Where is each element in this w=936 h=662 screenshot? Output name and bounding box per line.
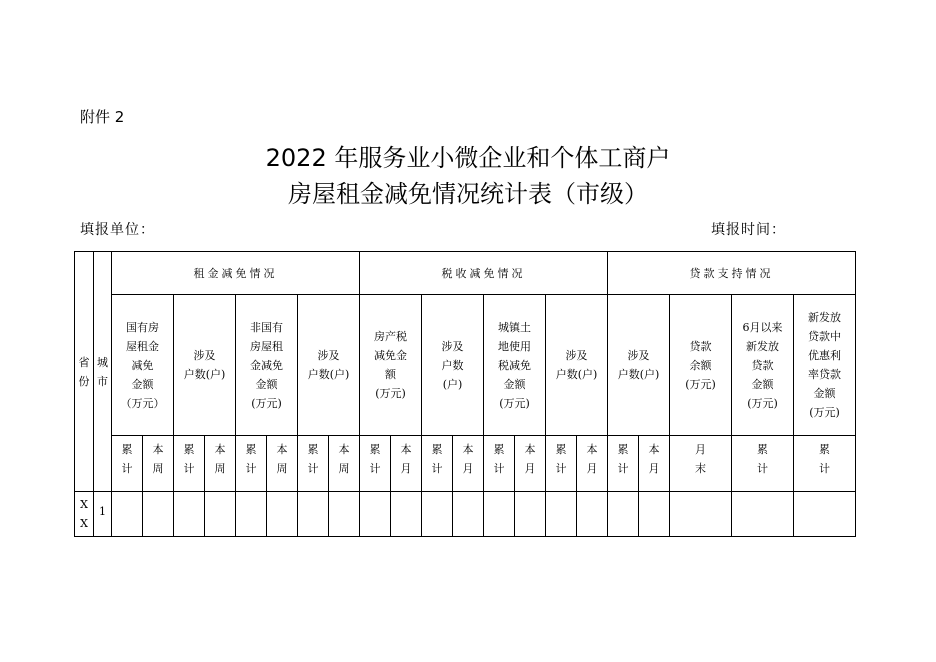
data-cell[interactable]	[453, 492, 484, 537]
leaf-header: 本 月	[391, 436, 422, 492]
data-cell[interactable]	[794, 492, 856, 537]
leaf-header: 本 周	[205, 436, 236, 492]
land-use-tax-households-header: 涉及 户数(户)	[546, 295, 608, 436]
fill-unit-label: 填报单位：	[80, 222, 155, 238]
page-title-line2: 房屋租金减免情况统计表（市级）	[288, 180, 648, 208]
rent-reduction-group-header: 租金减免情况	[112, 252, 360, 295]
data-cell[interactable]	[267, 492, 298, 537]
loan-households-header: 涉及 户数(户)	[608, 295, 670, 436]
data-cell[interactable]	[236, 492, 267, 537]
leaf-header: 累 计	[236, 436, 267, 492]
leaf-header: 本 月	[577, 436, 608, 492]
leaf-header: 本 周	[143, 436, 174, 492]
table-row	[75, 492, 856, 537]
leaf-header: 累 计	[546, 436, 577, 492]
data-cell[interactable]	[112, 492, 143, 537]
leaf-header: 本 周	[329, 436, 360, 492]
leaf-header: 本 月	[639, 436, 670, 492]
data-cell[interactable]	[515, 492, 546, 537]
data-cell[interactable]	[732, 492, 794, 537]
non-state-rent-amount-header: 非国有 房屋租 金减免 金额 (万元)	[236, 295, 298, 436]
data-cell[interactable]	[484, 492, 515, 537]
leaf-header: 累 计	[422, 436, 453, 492]
statistics-table	[74, 251, 856, 537]
data-cell[interactable]	[298, 492, 329, 537]
leaf-header: 本 月	[515, 436, 546, 492]
leaf-header: 累 计	[484, 436, 515, 492]
city-cell[interactable]: 1	[94, 492, 112, 537]
land-use-tax-amount-header: 城镇土 地使用 税减免 金额 (万元)	[484, 295, 546, 436]
new-loan-amount-header: 6月以来 新发放 贷款 金额 (万元)	[732, 295, 794, 436]
leaf-header: 累 计	[794, 436, 856, 492]
data-cell[interactable]	[174, 492, 205, 537]
data-cell[interactable]	[205, 492, 236, 537]
leaf-header: 累 计	[174, 436, 205, 492]
data-cell[interactable]	[639, 492, 670, 537]
data-cell[interactable]	[143, 492, 174, 537]
property-tax-households-header: 涉及 户数 (户)	[422, 295, 484, 436]
data-cell[interactable]	[391, 492, 422, 537]
tax-reduction-group-header: 税收减免情况	[360, 252, 608, 295]
leaf-header: 累 计	[112, 436, 143, 492]
leaf-header: 累 计	[608, 436, 639, 492]
province-header: 省 份	[75, 252, 94, 492]
data-cell[interactable]	[670, 492, 732, 537]
data-cell[interactable]	[577, 492, 608, 537]
state-owned-households-header: 涉及 户数(户)	[174, 295, 236, 436]
data-cell[interactable]	[360, 492, 391, 537]
data-cell[interactable]	[329, 492, 360, 537]
preferential-loan-amount-header: 新发放 贷款中 优惠利 率贷款 金额 (万元)	[794, 295, 856, 436]
page-title-line1: 2022 年服务业小微企业和个体工商户	[265, 144, 671, 172]
attachment-label: 附件 2	[80, 108, 125, 126]
loan-balance-header: 贷款 余额 (万元)	[670, 295, 732, 436]
province-cell[interactable]: X X	[75, 492, 94, 537]
leaf-header: 累 计	[360, 436, 391, 492]
loan-support-group-header: 贷款支持情况	[608, 252, 856, 295]
data-cell[interactable]	[422, 492, 453, 537]
city-header: 城 市	[94, 252, 112, 492]
state-owned-rent-amount-header: 国有房 屋租金 减免 金额 （万元）	[112, 295, 174, 436]
data-cell[interactable]	[608, 492, 639, 537]
leaf-header: 累 计	[298, 436, 329, 492]
data-cell[interactable]	[546, 492, 577, 537]
property-tax-amount-header: 房产税 减免金 额 (万元)	[360, 295, 422, 436]
leaf-header: 累 计	[732, 436, 794, 492]
fill-time-label: 填报时间：	[711, 222, 786, 238]
leaf-header: 月 末	[670, 436, 732, 492]
leaf-header: 本 周	[267, 436, 298, 492]
non-state-households-header: 涉及 户数(户)	[298, 295, 360, 436]
leaf-header: 本 月	[453, 436, 484, 492]
